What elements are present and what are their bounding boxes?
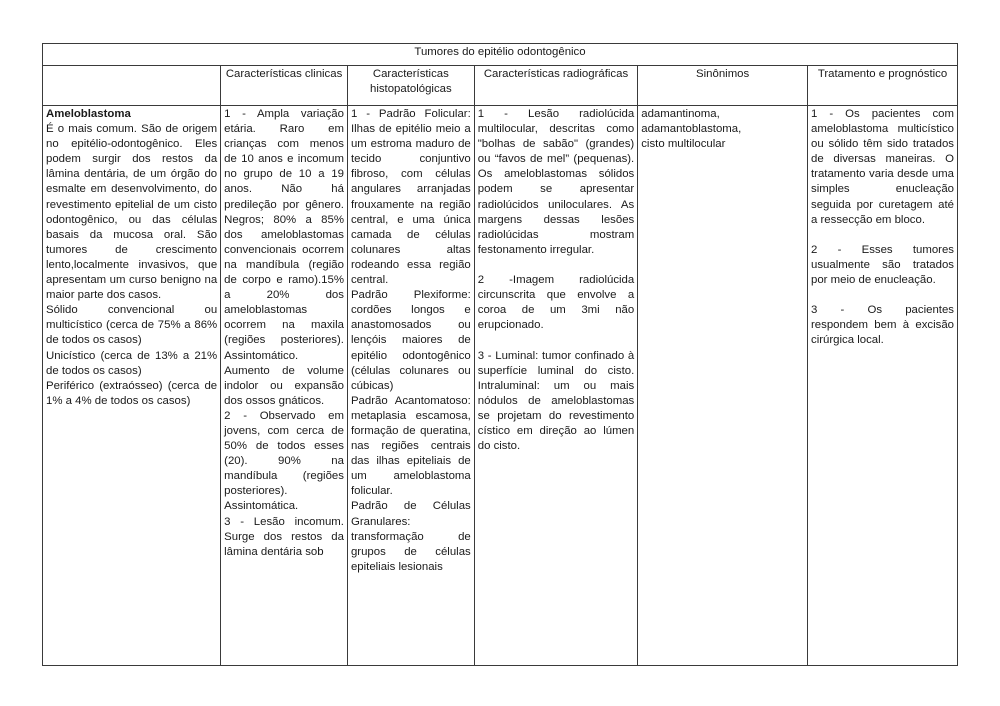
cell-clinical-features xyxy=(221,106,348,666)
histopathological-paragraph: 1 - Padrão Folicular: Ilhas de epitélio meio a um estroma maduro de tecido conjuntivo fibroso, com células angulares arranjadas frouxamente na região central, e uma única camada de células colunares altas rodeando essa região central. xyxy=(350,108,471,287)
clinical-paragraph: 1 - Ampla variação etária. Raro em crianças com menos de 10 anos e incomum no grupo de 10 a 19 anos. Não há predileção por gênero. Negros; 80% a 85% dos ameloblastomas convencionais ocorrem na mandíbula (região de corpo e ramo).15% a 20% dos ameloblastomas ocorrem na maxila (regiões posteriores). Assintomático. Aumento de volume indolor ou expansão dos ossos gnáticos. xyxy=(224,108,344,407)
column-header-histopathological: Características histopatológicas xyxy=(347,66,474,106)
cell-synonyms xyxy=(638,106,808,666)
column-header-treatment: Tratamento e prognóstico xyxy=(808,66,958,106)
description-paragraph: É o mais comum. São de origem no epitélio-odontogênico. Eles podem surgir dos restos da lâmina dentária, de um órgão do esmalte em desenvolvimento, do revestimento epitelial de um cisto odontogênico, ou das células basais da mucosa oral. São tumores de crescimento lento,localmente invasivos, que apresentam um curso benigno na maior parte dos casos. xyxy=(46,123,218,302)
paragraph-spacer xyxy=(811,228,954,243)
table-title-row xyxy=(43,44,958,66)
radiographic-paragraph: 2 -Imagem radiolúcida circunscrita que envolve a coroa de um 3mi não erupcionado. xyxy=(477,274,635,332)
cell-treatment-and-prognosis xyxy=(808,106,958,666)
treatment-paragraph: 3 - Os pacientes respondem bem à excisão cirúrgica local. xyxy=(811,304,954,347)
histopathological-paragraph: Padrão de Células Granulares: transformação de grupos de células epiteliais lesionais xyxy=(350,500,471,573)
histopathological-paragraph: Padrão Acantomatoso: metaplasia escamosa, formação de queratina, nas regiões centrais das ilhas epiteliais de um ameloblastoma folicular. xyxy=(350,394,471,498)
column-header-synonyms: Sinônimos xyxy=(638,66,808,106)
clinical-paragraph: 3 - Lesão incomum. Surge dos restos da lâmina dentária sob xyxy=(224,515,344,558)
synonym-item: adamantoblastoma, xyxy=(641,123,742,136)
histopathological-paragraph: Padrão Plexiforme: cordões longos e anastomosados ou lençóis maiores de epitélio odontogênico (células colunares ou cúbicas) xyxy=(350,289,471,392)
table-header xyxy=(43,44,958,106)
description-paragraph: Sólido convencional ou multicístico (cerca de 75% a 86% de todos os casos) xyxy=(46,304,218,347)
table-column-header-row xyxy=(43,66,958,106)
paragraph-spacer xyxy=(478,333,634,348)
odontogenic-tumors-table xyxy=(42,43,958,666)
description-paragraph: Unicístico (cerca de 13% a 21% de todos os casos) xyxy=(46,349,218,377)
paragraph-spacer xyxy=(478,258,634,273)
column-header-clinical: Características clinicas xyxy=(221,66,348,106)
description-paragraph: Periférico (extraósseo) (cerca de 1% a 4% de todos os casos) xyxy=(46,379,218,407)
paragraph-spacer xyxy=(811,288,954,303)
column-header-radiographic: Características radiográficas xyxy=(474,66,637,106)
radiographic-paragraph: 1 - Lesão radiolúcida multilocular, descritas como "bolhas de sabão" (grandes) ou “favos de mel” (pequenas). Os ameloblastomas sólidos podem se apresentar radiolúcidos uniloculares. As margens dessas lesões radiolúcidas mostram festonamento irregular. xyxy=(477,108,635,256)
synonym-item: adamantinoma, xyxy=(641,108,720,120)
table-title: Tumores do epitélio odontogênico xyxy=(43,44,958,66)
radiographic-paragraph: 3 - Luminal: tumor confinado à superfície luminal do cisto. Intraluminal: um ou mais nódulos de ameloblastomas se projetam do revestimento cístico em direção ao lúmen do cisto. xyxy=(477,349,635,453)
column-header-name xyxy=(43,66,221,106)
cell-histopathological-features xyxy=(347,106,474,666)
clinical-paragraph: 2 - Observado em jovens, com cerca de 50% de todos esses (20). 90% na mandíbula (regiões posteriores). Assintomática. xyxy=(224,409,344,513)
cell-radiographic-features xyxy=(474,106,637,666)
lesion-name: Ameloblastoma xyxy=(46,108,131,120)
treatment-paragraph: 2 - Esses tumores usualmente são tratados por meio de enucleação. xyxy=(811,243,954,287)
cell-name-and-description xyxy=(43,106,221,666)
synonym-item: cisto multilocular xyxy=(641,138,726,151)
table-body xyxy=(43,106,958,666)
treatment-paragraph: 1 - Os pacientes com ameloblastoma multicístico ou sólido têm sido tratados de diversas maneiras. O tratamento varia desde uma simples enucleação seguida por curetagem até a ressecção em bloco. xyxy=(811,108,954,226)
table-row xyxy=(43,106,958,666)
